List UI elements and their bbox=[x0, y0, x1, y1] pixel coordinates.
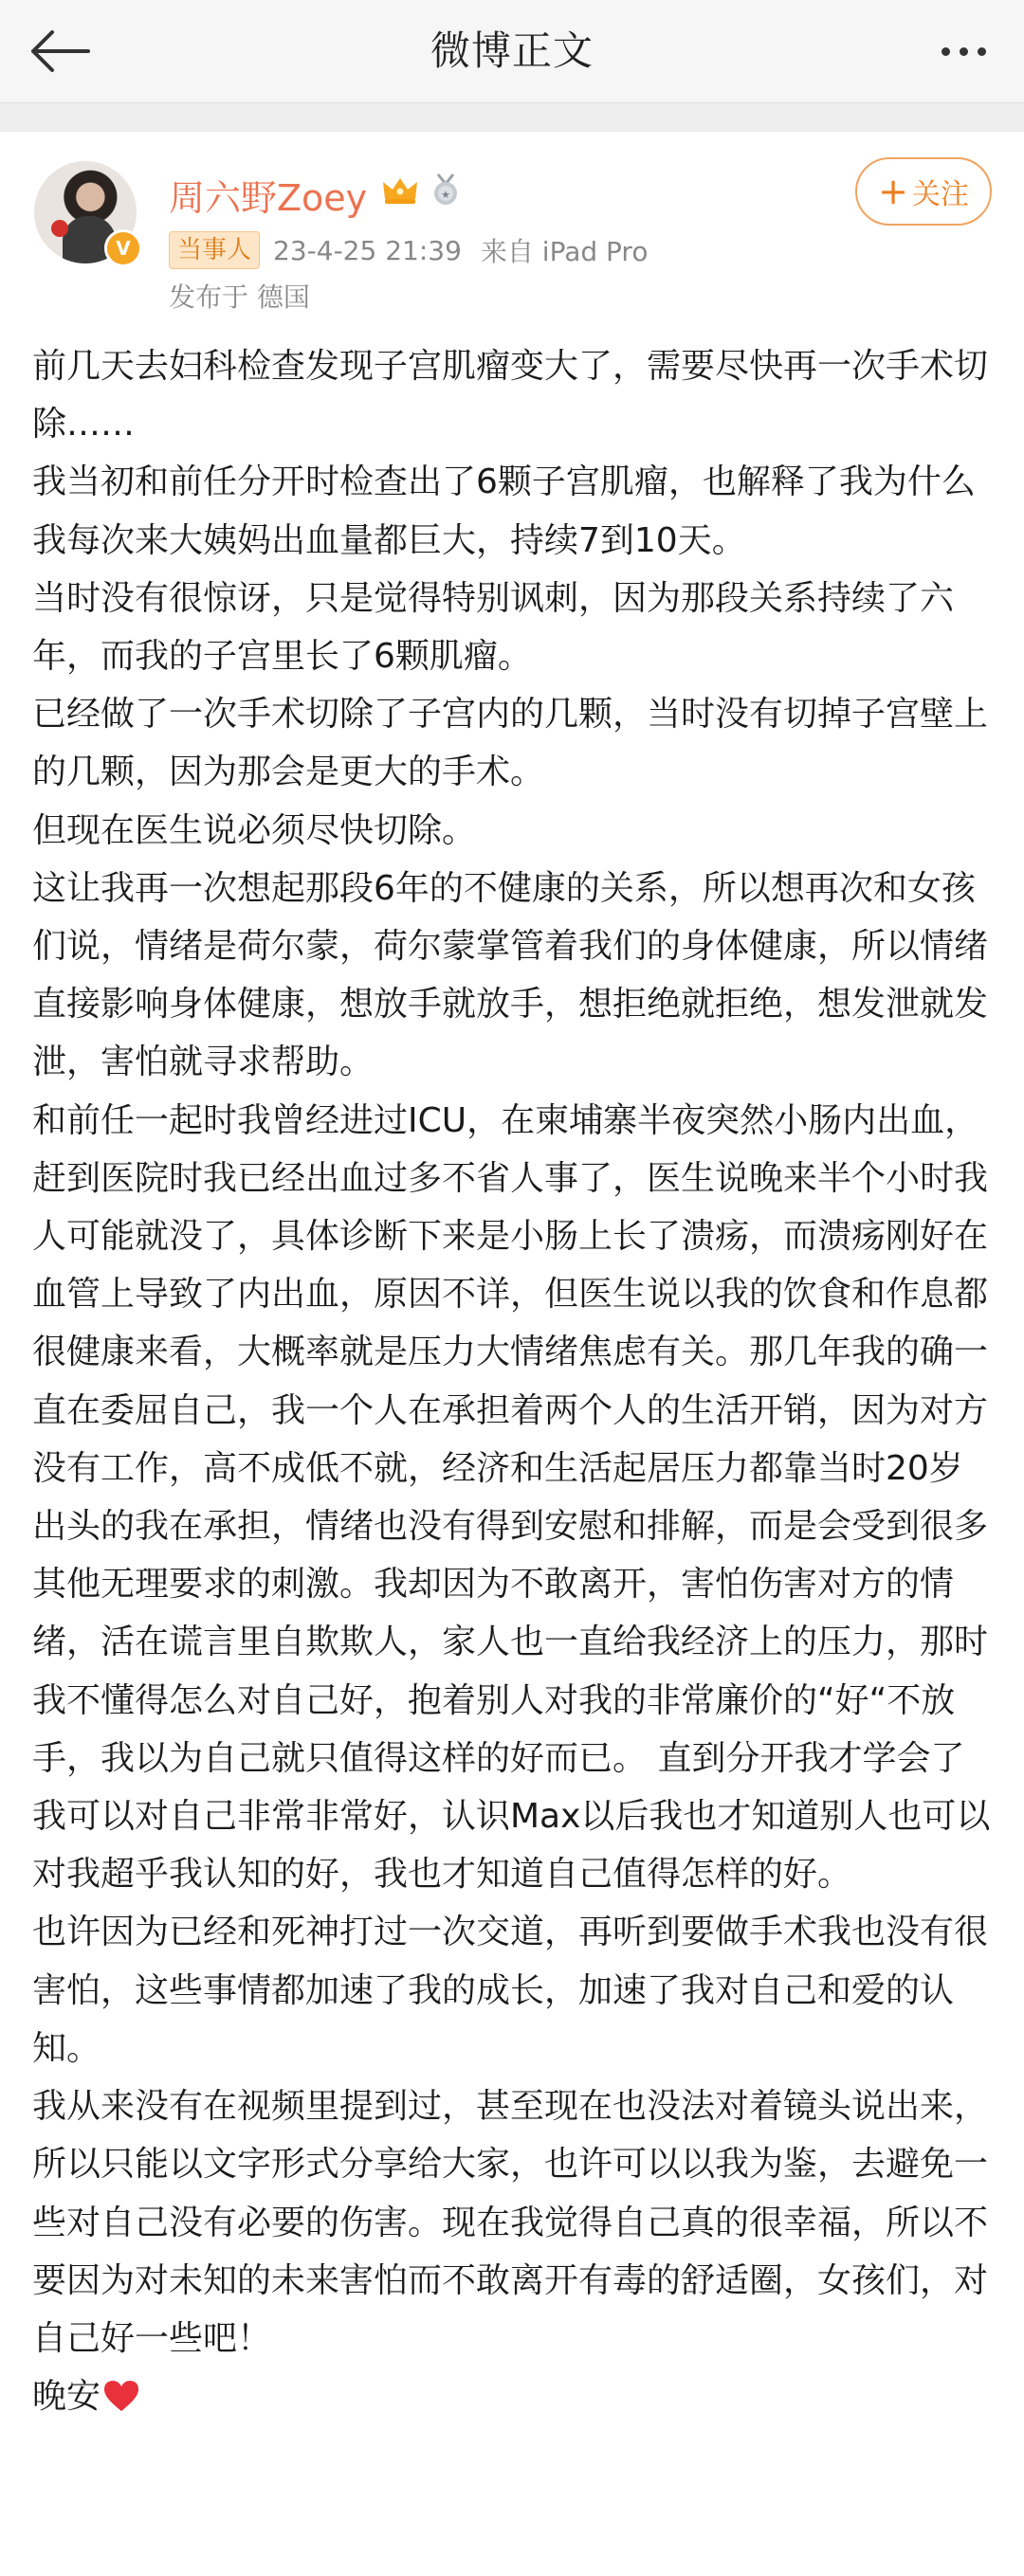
post-header bbox=[0, 131, 1024, 330]
verified-icon: V bbox=[104, 229, 142, 267]
post-paragraph: 也许因为已经和死神打过一次交道，再听到要做手术我也没有很害怕，这些事情都加速了我的成长，加速了我对自己和爱的认知。 bbox=[32, 1913, 989, 2068]
author-name[interactable]: 周六野Zoey bbox=[169, 177, 368, 219]
post-paragraph: 但现在医生说必须尽快切除。 bbox=[32, 810, 477, 850]
post-paragraph: 当时没有很惊讶，只是觉得特别讽刺，因为那段关系持续了六年，而我的子宫里长了6颗肌瘤。 bbox=[32, 578, 955, 677]
post-paragraph: 和前任一起时我曾经进过ICU，在柬埔寨半夜突然小肠内出血，赶到医院时我已经出血过多不省人事了，医生说晚来半个小时我人可能就没了，具体诊断下来是小肠上长了溃疡，而溃疡刚好在血管上导致了内出血，原因不详，但医生说以我的饮食和作息都很健康来看，大概率就是压力大情绪焦虑有关。那几年我的确一直在委屈自己，我一个人在承担着两个人的生活开销，因为对方没有工作，高不成低不就，经济和生活起居压力都靠当时20岁出头的我在承担，情绪也没有得到安慰和排解，而是会受到很多其他无理要求的刺激。我却因为不敢离开，害怕伤害对方的情绪，活在谎言里自欺欺人，家人也一直给我经济上的压力，那时我不懂得怎么对自己好，抱着别人对我的非常廉价的“好“不放手，我以为自己就只值得这样的好而已。 直到分开我才学会了我可以对自己非常非常好，认识Max以后我也才知道别人也可以对我超乎我认知的好，我也才知道自己值得怎样的好。 bbox=[32, 1100, 991, 1895]
post-closing bbox=[32, 2367, 992, 2425]
page-title: 微博正文 bbox=[430, 27, 594, 74]
post-content bbox=[32, 337, 992, 2425]
heart-icon bbox=[102, 2379, 140, 2413]
follow-button[interactable] bbox=[855, 157, 992, 226]
post-meta bbox=[169, 231, 648, 269]
post-paragraph: 前几天去妇科检查发现子宫肌瘤变大了，需要尽快再一次手术切除…… bbox=[32, 347, 989, 444]
post-timestamp: 23-4-25 21:39 bbox=[273, 234, 462, 266]
more-dots-icon bbox=[942, 47, 950, 56]
crown-icon[interactable] bbox=[381, 174, 419, 205]
top-nav-bar bbox=[0, 0, 1024, 102]
post-source: 来自 iPad Pro bbox=[480, 236, 649, 267]
post-paragraph: 我从来没有在视频里提到过，甚至现在也没法对着镜头说出来，所以只能以文字形式分享给大家，也许可以以我为鉴，去避免一些对自己没有必要的伤害。现在我觉得自己真的很幸福，所以不要因为对未知的未来害怕而不敢离开有毒的舒适圈，女孩们，对自己好一些吧！ bbox=[32, 2087, 989, 2358]
post-location: 发布于 德国 bbox=[169, 281, 310, 313]
post-paragraph: 这让我再一次想起那段6年的不健康的关系，所以想再次和女孩们说，情绪是荷尔蒙，荷尔蒙掌管着我们的身体健康，所以情绪直接影响身体健康，想放手就放手，想拒绝就拒绝，想发泄就发泄，害怕就寻求帮助。 bbox=[32, 868, 989, 1082]
plus-icon: + bbox=[878, 171, 908, 212]
medal-icon[interactable] bbox=[429, 172, 463, 207]
closing-text: 晚安 bbox=[32, 2377, 101, 2417]
follow-label: 关注 bbox=[911, 178, 969, 211]
post-paragraph: 已经做了一次手术切除了子宫内的几颗，当时没有切掉子宫壁上的几颗，因为那会是更大的手术。 bbox=[32, 695, 989, 792]
section-divider bbox=[0, 102, 1024, 132]
party-badge: 当事人 bbox=[169, 231, 260, 269]
post-paragraph: 我当初和前任分开时检查出了6颗子宫肌瘤，也解释了我为什么我每次来大姨妈出血量都巨大，持续7到10天。 bbox=[32, 463, 976, 560]
svg-text:★: ★ bbox=[441, 189, 450, 201]
more-button[interactable] bbox=[925, 27, 1001, 76]
